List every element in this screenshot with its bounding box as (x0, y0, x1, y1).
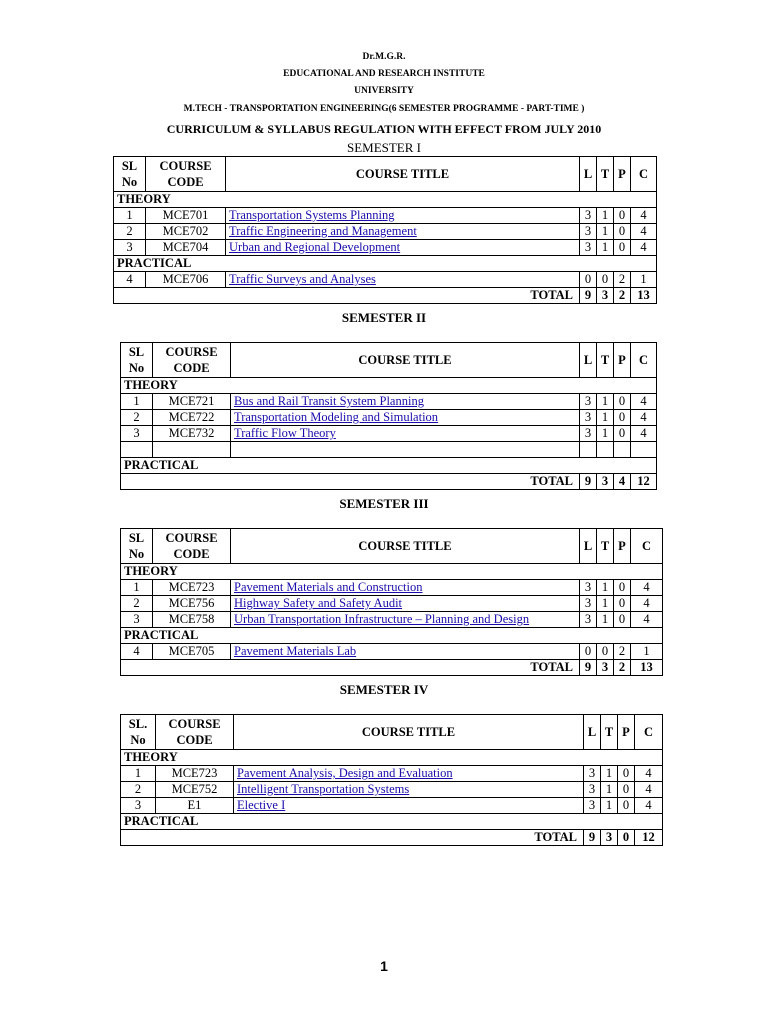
row-p: 0 (614, 410, 631, 426)
row-code: MCE723 (156, 766, 234, 782)
row-code: MCE722 (153, 410, 231, 426)
row-c: 4 (635, 798, 663, 814)
col-t: T (597, 157, 614, 192)
total-label: TOTAL (121, 474, 580, 490)
row-sl: 2 (121, 782, 156, 798)
row-c: 4 (631, 208, 657, 224)
semester-4-title: SEMESTER IV (339, 682, 429, 697)
practical-label: PRACTICAL (121, 458, 657, 474)
row-code: MCE705 (153, 644, 231, 660)
table-row (121, 782, 663, 798)
course-link[interactable]: Traffic Surveys and Analyses (226, 272, 580, 288)
row-p: 2 (614, 272, 631, 288)
row-sl: 1 (114, 208, 146, 224)
row-t: 1 (601, 798, 618, 814)
table-row (121, 580, 663, 596)
col-no: No (128, 547, 145, 561)
table-row (121, 644, 663, 660)
row-t: 1 (601, 766, 618, 782)
course-link[interactable]: Pavement Analysis, Design and Evaluation (234, 766, 584, 782)
practical-label: PRACTICAL (121, 814, 663, 830)
col-t: T (597, 343, 614, 378)
institute-name: EDUCATIONAL AND RESEARCH INSTITUTE (283, 69, 485, 79)
row-c: 4 (631, 394, 657, 410)
row-sl: 3 (121, 426, 153, 442)
row-p: 0 (614, 426, 631, 442)
course-link[interactable]: Elective I (234, 798, 584, 814)
col-t: T (597, 529, 614, 564)
table-header-row (121, 529, 663, 564)
theory-label: THEORY (121, 564, 663, 580)
row-p: 0 (614, 208, 631, 224)
theory-label: THEORY (114, 192, 657, 208)
table-row (114, 240, 657, 256)
col-c: C (631, 343, 657, 378)
col-sl: SL (128, 531, 145, 545)
course-link[interactable]: Bus and Rail Transit System Planning (231, 394, 580, 410)
row-c: 4 (635, 766, 663, 782)
col-no: No (128, 361, 145, 375)
row-code: MCE706 (146, 272, 226, 288)
total-l: 9 (584, 830, 601, 846)
row-code: MCE756 (153, 596, 231, 612)
col-p: P (614, 343, 631, 378)
total-l: 9 (580, 660, 597, 676)
course-link[interactable]: Traffic Flow Theory (231, 426, 580, 442)
page-number: 1 (380, 958, 388, 974)
total-row (121, 660, 663, 676)
total-c: 12 (631, 474, 657, 490)
course-link[interactable]: Pavement Materials and Construction (231, 580, 580, 596)
col-sl: SL. (128, 717, 148, 731)
row-t: 1 (597, 612, 614, 628)
total-c: 12 (635, 830, 663, 846)
row-l: 0 (580, 644, 597, 660)
total-p: 4 (614, 474, 631, 490)
col-code: CODE (167, 175, 204, 189)
col-p: P (614, 529, 631, 564)
row-l: 3 (580, 208, 597, 224)
row-c: 4 (631, 612, 663, 628)
theory-label: THEORY (121, 750, 663, 766)
col-no: No (130, 733, 146, 747)
row-p: 0 (614, 596, 631, 612)
course-link[interactable]: Urban Transportation Infrastructure – Planning and Design (231, 612, 580, 628)
row-c: 1 (631, 272, 657, 288)
col-course: COURSE (159, 159, 212, 173)
row-c: 1 (631, 644, 663, 660)
practical-label: PRACTICAL (121, 628, 663, 644)
total-l: 9 (580, 288, 597, 304)
row-sl: 2 (114, 224, 146, 240)
col-no: No (121, 175, 138, 189)
row-code: MCE704 (146, 240, 226, 256)
total-row (121, 830, 663, 846)
row-t: 1 (597, 426, 614, 442)
table-header-row (121, 343, 657, 378)
practical-label: PRACTICAL (114, 256, 657, 272)
row-t: 1 (601, 782, 618, 798)
course-link[interactable]: Transportation Systems Planning (226, 208, 580, 224)
row-c: 4 (631, 224, 657, 240)
total-t: 3 (597, 288, 614, 304)
row-l: 3 (580, 240, 597, 256)
row-p: 0 (618, 782, 635, 798)
col-c: C (631, 529, 663, 564)
total-p: 2 (614, 288, 631, 304)
semester-4-table (120, 714, 663, 846)
row-code: E1 (156, 798, 234, 814)
table-header-row (114, 157, 657, 192)
col-p: P (618, 715, 635, 750)
course-link[interactable]: Traffic Engineering and Management (226, 224, 580, 240)
row-l: 3 (580, 394, 597, 410)
row-t: 1 (597, 394, 614, 410)
semester-3-table (120, 528, 663, 676)
col-l: L (580, 343, 597, 378)
row-p: 0 (614, 240, 631, 256)
table-row (114, 224, 657, 240)
col-course: COURSE (168, 717, 221, 731)
row-c: 4 (631, 410, 657, 426)
semester-1-title: SEMESTER I (346, 140, 422, 155)
col-sl: SL (128, 345, 145, 359)
col-code: CODE (173, 361, 210, 375)
col-l: L (580, 529, 597, 564)
row-sl: 2 (121, 596, 153, 612)
semester-2-table (120, 342, 657, 490)
table-row (121, 426, 657, 442)
row-sl: 3 (121, 798, 156, 814)
row-c: 4 (631, 240, 657, 256)
row-l: 3 (584, 782, 601, 798)
table-row (121, 596, 663, 612)
total-label: TOTAL (121, 830, 584, 846)
row-l: 3 (580, 612, 597, 628)
row-l: 3 (584, 766, 601, 782)
empty-row (121, 442, 657, 458)
row-p: 0 (614, 394, 631, 410)
semester-1-table (113, 156, 657, 304)
col-c: C (635, 715, 663, 750)
table-row (121, 394, 657, 410)
institute-abbrev: Dr.M.G.R. (362, 52, 406, 62)
total-row (121, 474, 657, 490)
row-p: 0 (614, 224, 631, 240)
row-sl: 1 (121, 580, 153, 596)
row-code: MCE723 (153, 580, 231, 596)
row-code: MCE701 (146, 208, 226, 224)
row-p: 0 (618, 766, 635, 782)
col-l: L (580, 157, 597, 192)
row-code: MCE721 (153, 394, 231, 410)
row-sl: 4 (121, 644, 153, 660)
row-t: 1 (597, 580, 614, 596)
col-t: T (601, 715, 618, 750)
table-row (121, 766, 663, 782)
total-t: 3 (597, 660, 614, 676)
total-p: 0 (618, 830, 635, 846)
total-c: 13 (631, 660, 663, 676)
row-l: 3 (580, 580, 597, 596)
semester-3-title: SEMESTER III (339, 496, 429, 511)
total-c: 13 (631, 288, 657, 304)
total-t: 3 (597, 474, 614, 490)
row-t: 0 (597, 272, 614, 288)
row-p: 2 (614, 644, 631, 660)
row-sl: 3 (121, 612, 153, 628)
total-label: TOTAL (121, 660, 580, 676)
table-header-row (121, 715, 663, 750)
row-t: 1 (597, 410, 614, 426)
row-l: 3 (584, 798, 601, 814)
row-l: 3 (580, 224, 597, 240)
course-link[interactable]: Intelligent Transportation Systems (234, 782, 584, 798)
total-label: TOTAL (114, 288, 580, 304)
row-sl: 4 (114, 272, 146, 288)
row-t: 1 (597, 240, 614, 256)
row-sl: 2 (121, 410, 153, 426)
course-link[interactable]: Pavement Materials Lab (231, 644, 580, 660)
row-t: 1 (597, 208, 614, 224)
course-link[interactable]: Urban and Regional Development (226, 240, 580, 256)
row-t: 1 (597, 224, 614, 240)
row-sl: 3 (114, 240, 146, 256)
programme-title: M.TECH - TRANSPORTATION ENGINEERING(6 SEMESTER PROGRAMME - PART-TIME ) (183, 104, 585, 114)
row-sl: 1 (121, 394, 153, 410)
course-link[interactable]: Highway Safety and Safety Audit (231, 596, 580, 612)
row-sl: 1 (121, 766, 156, 782)
col-code: CODE (176, 733, 213, 747)
semester-2-title: SEMESTER II (341, 310, 427, 325)
row-l: 3 (580, 596, 597, 612)
row-code: MCE758 (153, 612, 231, 628)
row-code: MCE702 (146, 224, 226, 240)
col-title: COURSE TITLE (231, 529, 580, 564)
total-p: 2 (614, 660, 631, 676)
table-row (121, 410, 657, 426)
row-l: 0 (580, 272, 597, 288)
theory-label: THEORY (121, 378, 657, 394)
col-code: CODE (173, 547, 210, 561)
total-row (114, 288, 657, 304)
table-row (121, 612, 663, 628)
row-t: 1 (597, 596, 614, 612)
row-c: 4 (631, 596, 663, 612)
row-p: 0 (614, 612, 631, 628)
col-course: COURSE (165, 531, 218, 545)
row-p: 0 (614, 580, 631, 596)
table-row (121, 798, 663, 814)
row-c: 4 (631, 580, 663, 596)
total-t: 3 (601, 830, 618, 846)
col-c: C (631, 157, 657, 192)
table-row (114, 272, 657, 288)
row-l: 3 (580, 410, 597, 426)
col-course: COURSE (165, 345, 218, 359)
row-l: 3 (580, 426, 597, 442)
institute-type: UNIVERSITY (354, 86, 414, 96)
row-t: 0 (597, 644, 614, 660)
table-row (114, 208, 657, 224)
col-title: COURSE TITLE (231, 343, 580, 378)
col-sl: SL (121, 159, 138, 173)
total-l: 9 (580, 474, 597, 490)
regulation-title: CURRICULUM & SYLLABUS REGULATION WITH EFFECT FROM JULY 2010 (166, 122, 602, 136)
row-c: 4 (631, 426, 657, 442)
row-code: MCE732 (153, 426, 231, 442)
col-title: COURSE TITLE (234, 715, 584, 750)
course-link[interactable]: Transportation Modeling and Simulation (231, 410, 580, 426)
row-p: 0 (618, 798, 635, 814)
col-p: P (614, 157, 631, 192)
row-c: 4 (635, 782, 663, 798)
col-title: COURSE TITLE (226, 157, 580, 192)
col-l: L (584, 715, 601, 750)
row-code: MCE752 (156, 782, 234, 798)
